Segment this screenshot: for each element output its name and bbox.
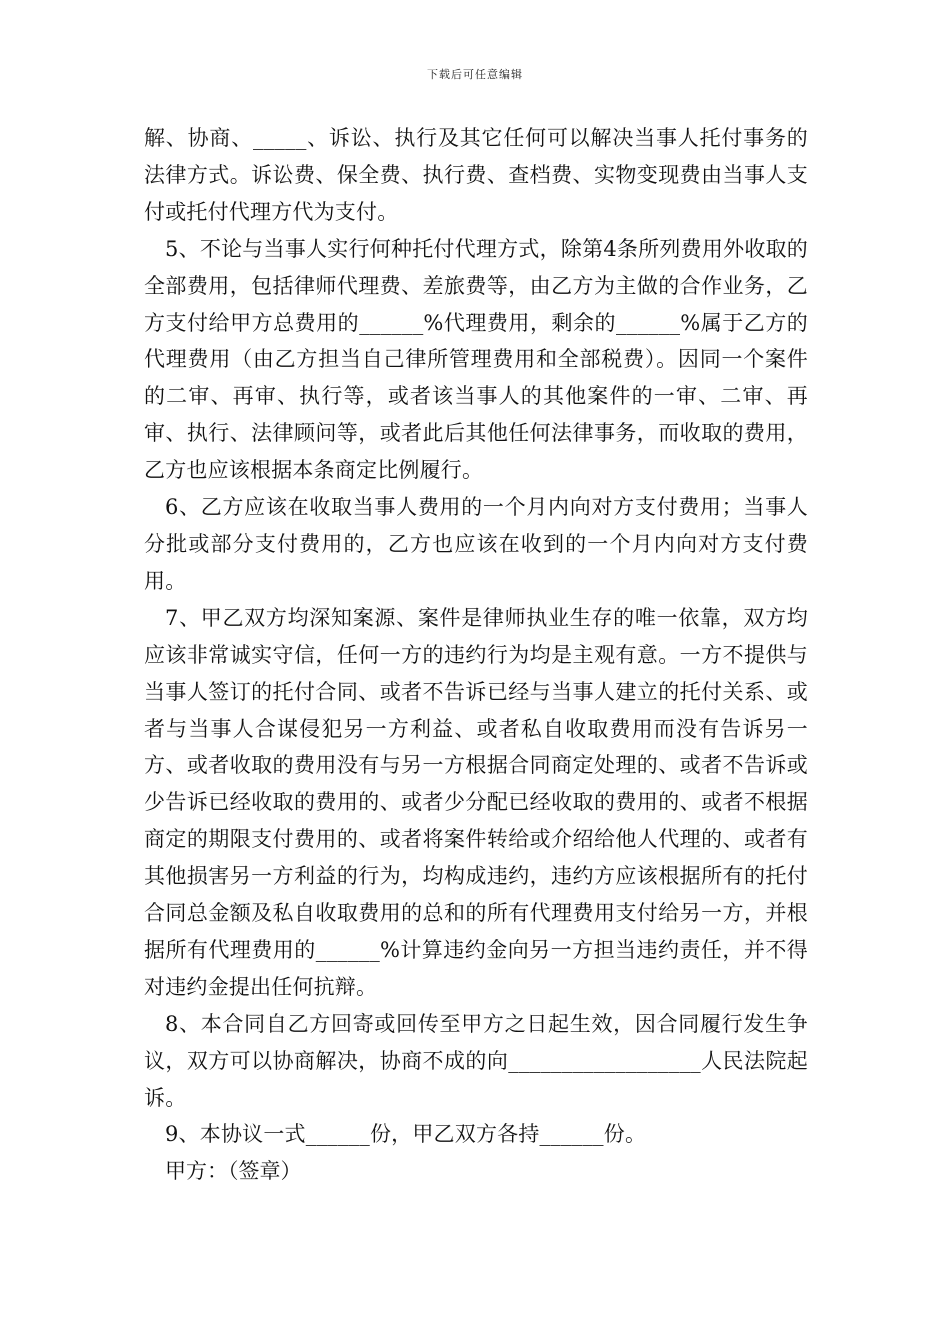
document-body [144, 120, 808, 1190]
paragraph-clause-5: 5、不论与当事人实行何种托付代理方式，除第4条所列费用外收取的全部费用，包括律师代理费、差旅费等，由乙方为主做的合作业务，乙方支付给甲方总费用的______%代理费用，剩余的______%属于乙方的代理费用（由乙方担当自己律所管理费用和全部税费）。因同一个案件的二审、再审、执行等，或者该当事人的其他案件的一审、二审、再审、执行、法律顾问等，或者此后其他任何法律事务，而收取的费用，乙方也应该根据本条商定比例履行。 [144, 236, 808, 483]
paragraph-clause-7: 7、甲乙双方均深知案源、案件是律师执业生存的唯一依靠，双方均应该非常诚实守信，任何一方的违约行为均是主观有意。一方不提供与当事人签订的托付合同、或者不告诉已经与当事人建立的托付关系、或者与当事人合谋侵犯另一方利益、或者私自收取费用而没有告诉另一方、或者收取的费用没有与另一方根据合同商定处理的、或者不告诉或少告诉已经收取的费用的、或者少分配已经收取的费用的、或者不根据商定的期限支付费用的、或者将案件转给或介绍给他人代理的、或者有其他损害另一方利益的行为，均构成违约，违约方应该根据所有的托付合同总金额及私自收取费用的总和的所有代理费用支付给另一方，并根据所有代理费用的______%计算违约金向另一方担当违约责任，并不得对违约金提出任何抗辩。 [144, 605, 808, 999]
paragraph-clause-6: 6、乙方应该在收取当事人费用的一个月内向对方支付费用；当事人分批或部分支付费用的，乙方也应该在收到的一个月内向对方支付费用。 [144, 495, 808, 593]
paragraph-continuation: 解、协商、_____、诉讼、执行及其它任何可以解决当事人托付事务的法律方式。诉讼费、保全费、执行费、查档费、实物变现费由当事人支付或托付代理方代为支付。 [144, 126, 808, 224]
party-a-signature-line: 甲方：（签章） [165, 1159, 302, 1184]
paragraph-clause-9: 9、本协议一式______份，甲乙双方各持______份。 [165, 1122, 647, 1147]
paragraph-clause-8: 8、本合同自乙方回寄或回传至甲方之日起生效，因合同履行发生争议，双方可以协商解决，协商不成的向__________________人民法院起诉。 [144, 1011, 808, 1110]
page-header-note: 下载后可任意编辑 [427, 68, 523, 81]
